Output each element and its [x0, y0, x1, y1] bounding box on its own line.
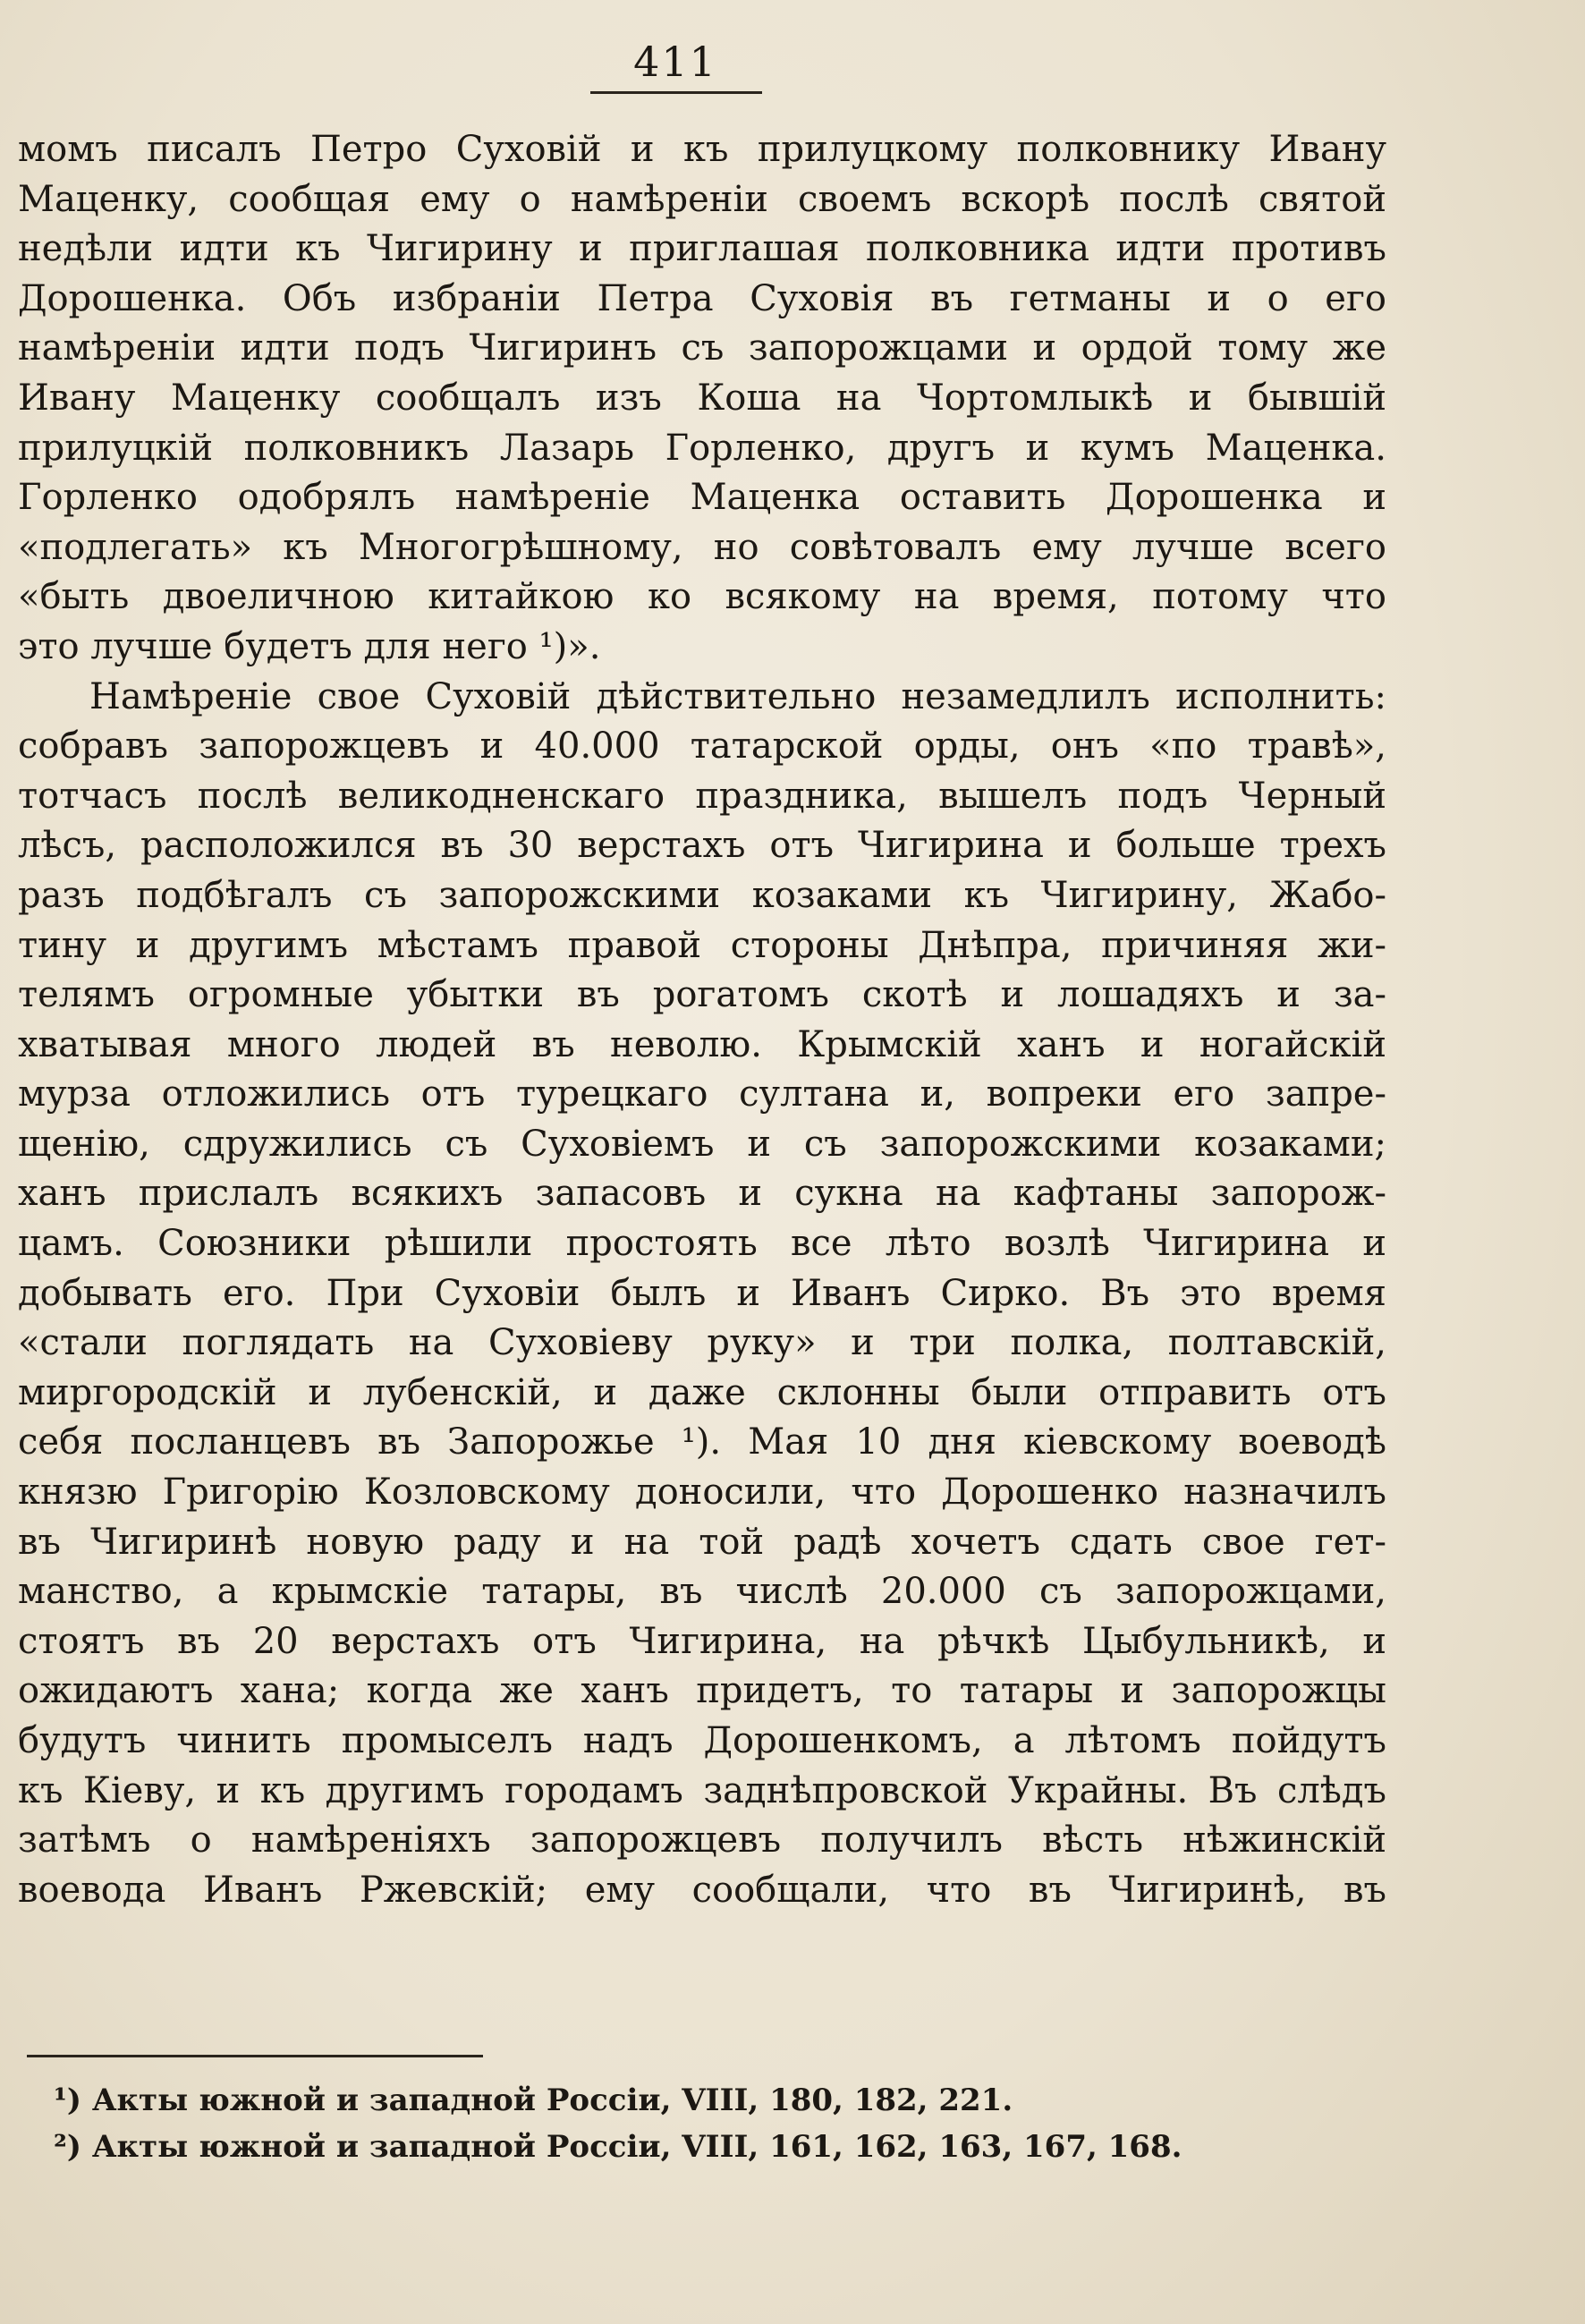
text-line: хватывая много людей въ неволю. Крымскій ханъ и ногайскій [18, 1023, 1386, 1065]
text-line: цамъ. Союзники рѣшили простоять все лѣто возлѣ Чигирина и [18, 1223, 1386, 1265]
text-line: собравъ запорожцевъ и 40.000 татарской орды, онъ «по травѣ», [18, 725, 1386, 768]
text-line: намѣреніи идти подъ Чигиринъ съ запорожцами и ордой тому же [18, 327, 1386, 369]
text-line: себя посланцевъ въ Запорожье ¹). Мая 10 дня кіевскому воеводѣ [18, 1421, 1386, 1463]
text-line: будутъ чинить промыселъ надъ Дорошенкомъ, а лѣтомъ пойдутъ [18, 1720, 1386, 1761]
text-line: прилуцкій полковникъ Лазарь Горленко, другъ и кумъ Маценка. [18, 427, 1386, 469]
text-line: щенію, сдружились съ Суховіемъ и съ запорожскими козаками; [18, 1123, 1386, 1165]
footnotes [54, 2077, 1306, 2170]
text-line: «подлегать» къ Многогрѣшному, но совѣтовалъ ему лучше всего [18, 526, 1386, 568]
text-line: тотчасъ послѣ великодненскаго праздника, вышелъ подъ Черный [18, 775, 1386, 817]
body-text [18, 125, 1386, 1915]
footnote-2: ²) Акты южной и западной Россіи, VIII, 161, 162, 163, 167, 168. [54, 2129, 1182, 2165]
text-line: Горленко одобрялъ намѣреніе Маценка оставить Дорошенка и [18, 477, 1386, 519]
text-line: тину и другимъ мѣстамъ правой стороны Днѣпра, причиняя жи- [18, 924, 1386, 966]
text-line: въ Чигиринѣ новую раду и на той радѣ хочетъ сдать свое гет- [18, 1521, 1386, 1563]
text-line: князю Григорію Козловскому доносили, что Дорошенко назначилъ [18, 1472, 1386, 1514]
text-line: добывать его. При Суховіи былъ и Иванъ Сирко. Въ это время [18, 1272, 1386, 1314]
text-line: миргородскій и лубенскій, и даже склонны были отправить отъ [18, 1371, 1386, 1413]
text-line: Ивану Маценку сообщалъ изъ Коша на Чортомлыкѣ и бывшій [18, 377, 1386, 419]
text-line: момъ писалъ Петро Суховій и къ прилуцкому полковнику Ивану [18, 129, 1386, 170]
text-line: мурза отложились отъ турецкаго султана и, вопреки его запре- [18, 1073, 1386, 1115]
text-line: телямъ огромные убытки въ рогатомъ скотѣ и лошадяхъ и за- [18, 974, 1386, 1016]
text-line: ожидаютъ хана; когда же ханъ придетъ, то татары и запорожцы [18, 1670, 1386, 1712]
text-line: недѣли идти къ Чигирину и приглашая полковника идти противъ [18, 228, 1386, 270]
page-number: 411 [633, 38, 717, 86]
text-line: стоятъ въ 20 верстахъ отъ Чигирина, на рѣчкѣ Цыбульникѣ, и [18, 1620, 1386, 1662]
paragraph-start-line: Намѣреніе свое Суховій дѣйствительно незамедлилъ исполнить: [89, 675, 1386, 717]
text-line: «стали поглядать на Суховіеву руку» и три полка, полтавскій, [18, 1322, 1386, 1364]
text-line: «быть двоеличною китайкою ко всякому на время, потому что [18, 576, 1386, 618]
footnote-rule [27, 2055, 483, 2057]
paragraph-end-line: это лучше будетъ для него ¹)». [18, 625, 601, 667]
text-line: ханъ прислалъ всякихъ запасовъ и сукна на кафтаны запорож- [18, 1173, 1386, 1215]
header-rule [590, 91, 762, 94]
text-line: манство, а крымскіе татары, въ числѣ 20.000 съ запорожцами, [18, 1571, 1386, 1613]
text-line: лѣсъ, расположился въ 30 верстахъ отъ Чигирина и больше трехъ [18, 825, 1386, 867]
text-line: затѣмъ о намѣреніяхъ запорожцевъ получилъ вѣсть нѣжинскій [18, 1819, 1386, 1862]
text-line: къ Кіеву, и къ другимъ городамъ заднѣпровской Украйны. Въ слѣдъ [18, 1769, 1386, 1811]
text-line: разъ подбѣгалъ съ запорожскими козаками къ Чигирину, Жабо- [18, 874, 1386, 916]
footnote-1: ¹) Акты южной и западной Россіи, VIII, 180, 182, 221. [54, 2082, 1013, 2118]
text-line: Маценку, сообщая ему о намѣреніи своемъ вскорѣ послѣ святой [18, 178, 1386, 220]
text-line: воевода Иванъ Ржевскій; ему сообщали, что въ Чигиринѣ, въ [18, 1869, 1386, 1911]
text-line: Дорошенка. Объ избраніи Петра Суховія въ гетманы и о его [18, 277, 1386, 319]
